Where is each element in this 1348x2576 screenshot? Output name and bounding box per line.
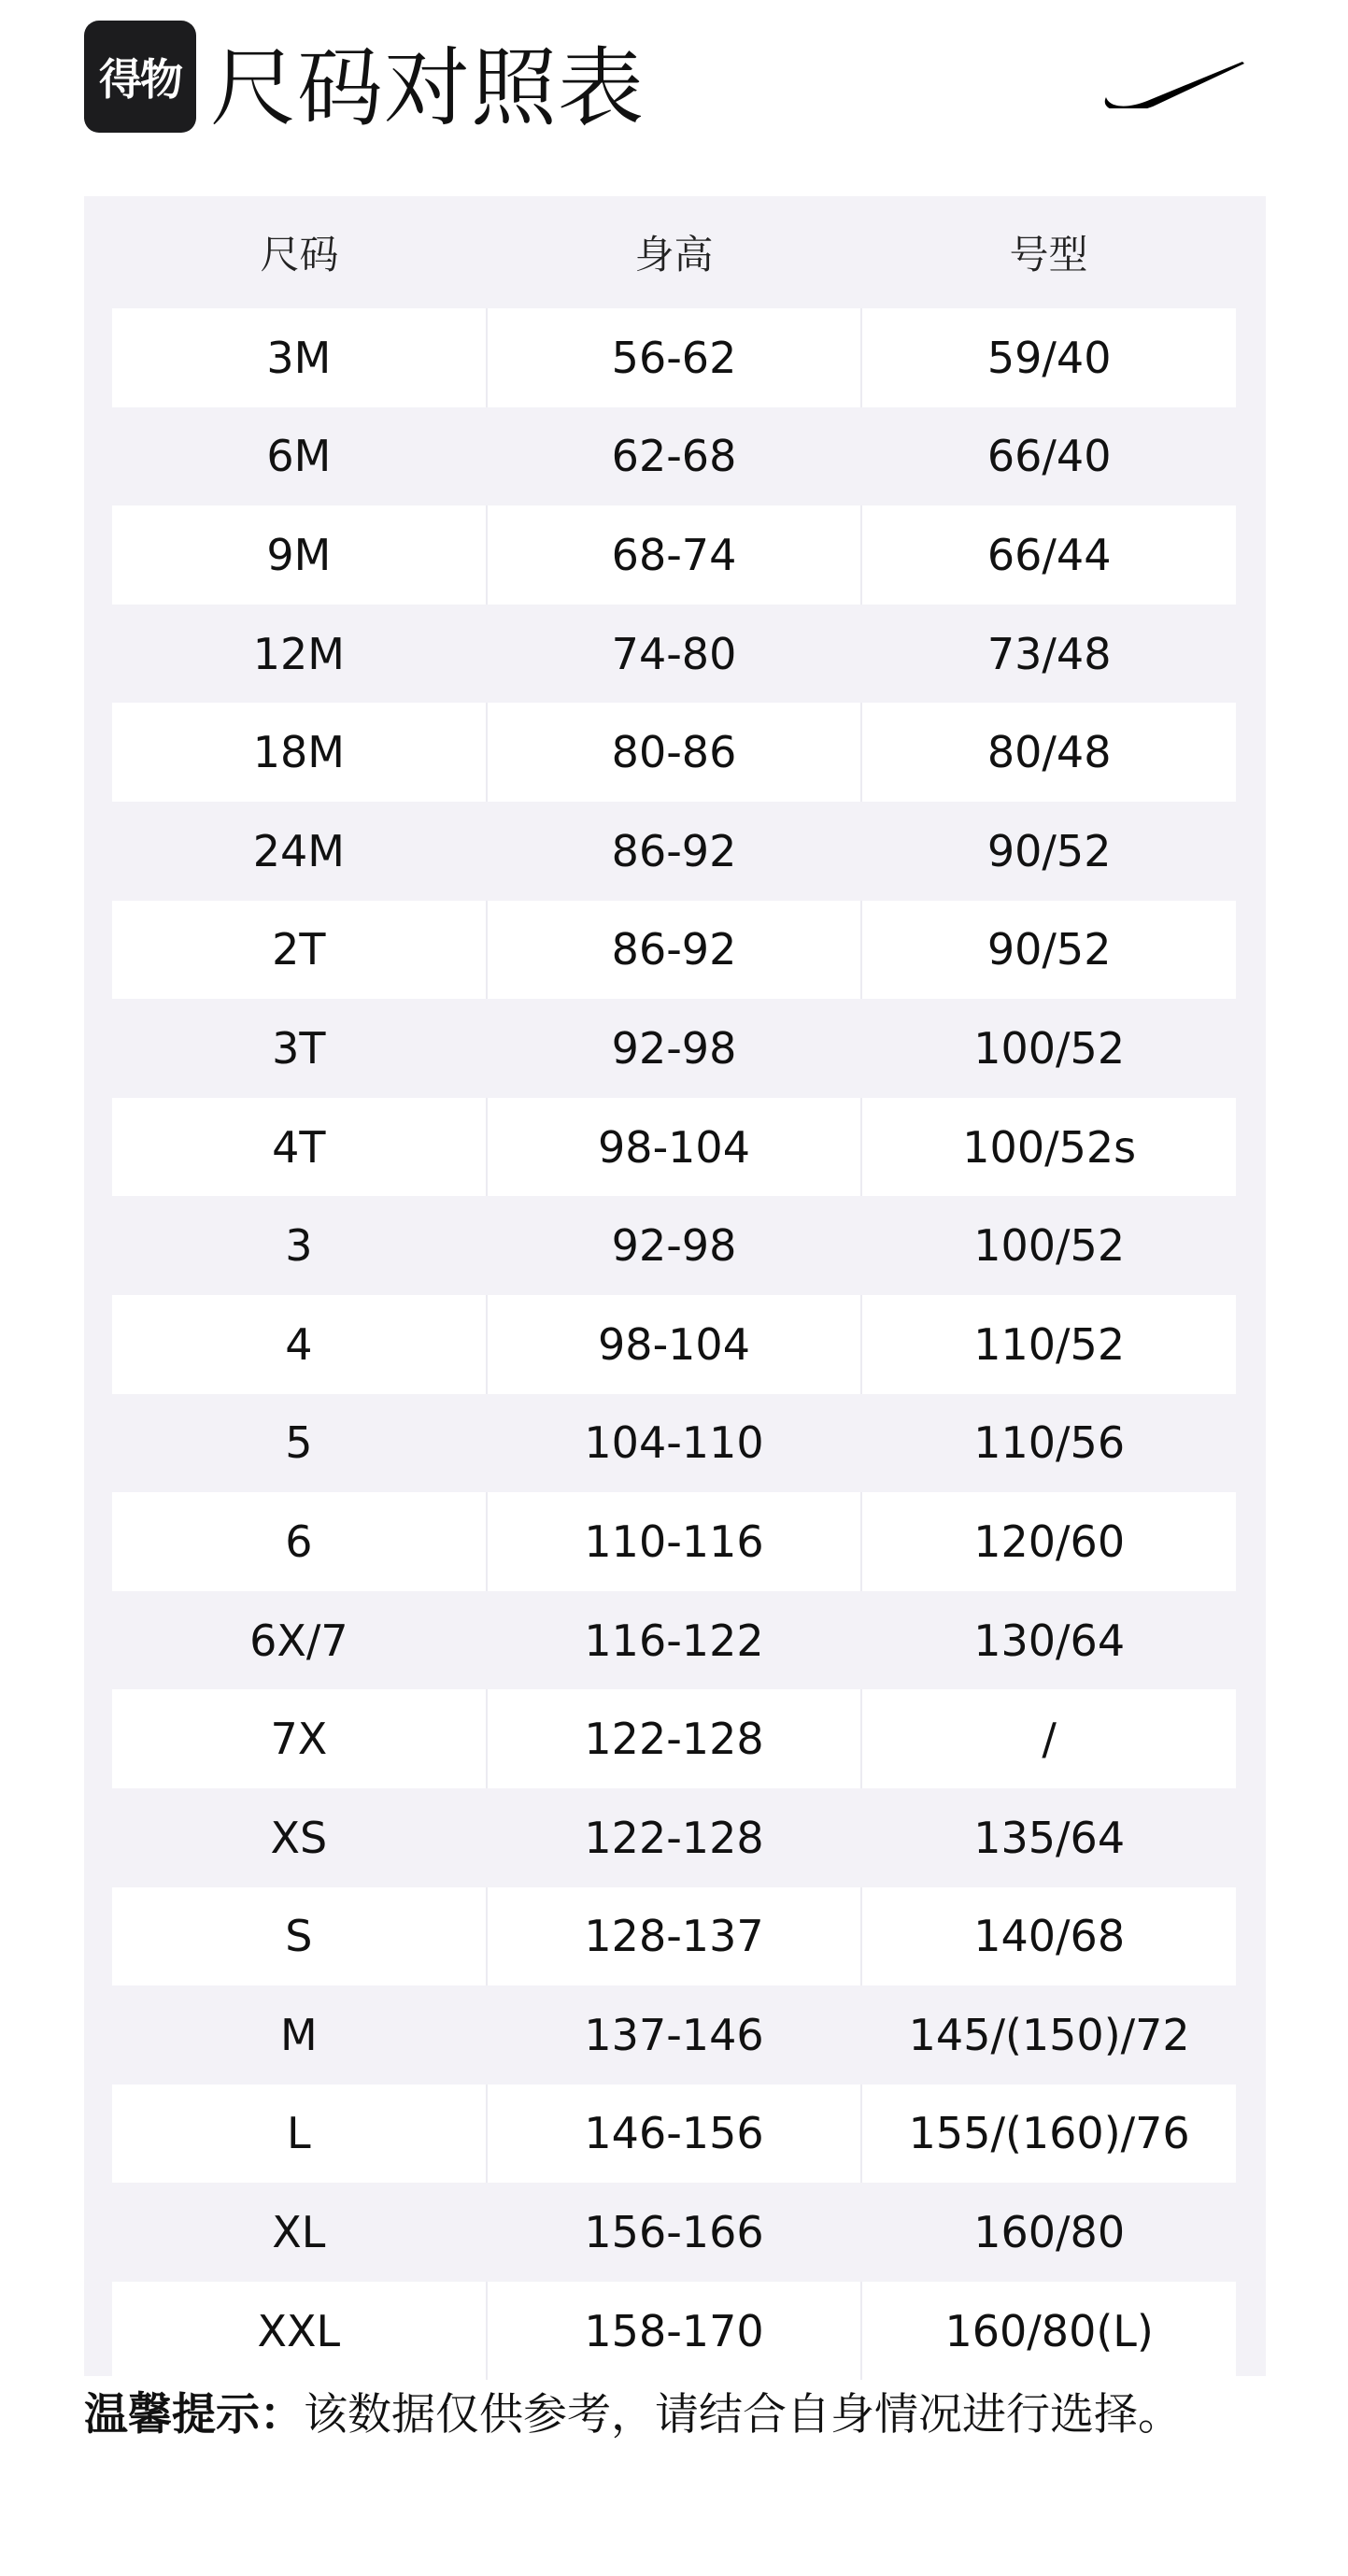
cell-model: 59/40: [986, 332, 1112, 383]
header: [0, 0, 1348, 196]
table-row: [112, 1788, 1236, 1887]
cell-model: 120/60: [973, 1516, 1126, 1567]
column-header-height: 身高: [634, 232, 714, 278]
cell-size: 24M: [252, 825, 345, 876]
cell-size: S: [112, 1887, 488, 1986]
table-row: [112, 308, 1236, 407]
table-row: [112, 2282, 1236, 2381]
table-row: [112, 1689, 1236, 1788]
cell-model: 135/64: [973, 1812, 1126, 1863]
cell-size: L: [112, 2085, 488, 2184]
cell-size: 7X: [112, 1689, 488, 1788]
table-row: [112, 1295, 1236, 1394]
cell-size: 12M: [252, 628, 345, 679]
table-row: [112, 1394, 1236, 1493]
cell-size: 3: [285, 1220, 313, 1272]
cell-size: 4T: [112, 1098, 488, 1197]
cell-height: 98-104: [488, 1295, 863, 1394]
page-title: 尺码对照表: [210, 38, 646, 138]
table-row: [112, 1985, 1236, 2085]
footer-note-label: 温馨提示：: [84, 2389, 304, 2441]
table-row: [112, 1098, 1236, 1197]
cell-height: 92-98: [611, 1022, 737, 1074]
cell-size: 4: [112, 1295, 488, 1394]
table-row: [112, 1492, 1236, 1591]
cell-height: 86-92: [488, 901, 863, 1000]
table-row: [112, 407, 1236, 506]
table-row: [112, 703, 1236, 802]
cell-height: 104-110: [584, 1417, 764, 1469]
cell-model: 130/64: [973, 1615, 1126, 1666]
cell-size: XXL: [112, 2282, 488, 2381]
cell-height: 137-146: [584, 2009, 764, 2060]
cell-model: 100/52: [973, 1022, 1126, 1074]
cell-height: 110-116: [488, 1492, 863, 1591]
table-row: [112, 1591, 1236, 1690]
table-header: [112, 196, 1236, 308]
cell-model: 100/52: [973, 1220, 1126, 1272]
cell-height: 56-62: [488, 308, 863, 407]
table-row: [112, 605, 1236, 704]
table-row: [112, 1887, 1236, 1986]
cell-height: 62-68: [611, 431, 737, 482]
table-row: [112, 505, 1236, 605]
table-row: [112, 1196, 1236, 1295]
cell-model: 100/52s: [962, 1121, 1137, 1173]
cell-size: 2T: [112, 901, 488, 1000]
column-header-model: 号型: [1009, 232, 1088, 278]
cell-height: 92-98: [611, 1220, 737, 1272]
cell-size: 9M: [112, 505, 488, 605]
column-header-size: 尺码: [260, 232, 339, 278]
cell-model: 160/80: [973, 2207, 1126, 2258]
table-row: [112, 2183, 1236, 2282]
cell-height: 68-74: [488, 505, 863, 605]
cell-size: M: [279, 2009, 318, 2060]
cell-model: /: [1042, 1714, 1057, 1765]
footer-note-text: 该数据仅供参考，请结合自身情况进行选择。: [304, 2389, 1182, 2441]
cell-model: 90/52: [986, 825, 1112, 876]
cell-size: 6: [112, 1492, 488, 1591]
nike-swoosh-icon: [1104, 52, 1244, 108]
cell-height: 116-122: [584, 1615, 764, 1666]
cell-height: 122-128: [488, 1689, 863, 1788]
cell-height: 128-137: [488, 1887, 863, 1986]
cell-model: 110/52: [973, 1318, 1126, 1370]
cell-model: 155/(160)/76: [908, 2108, 1190, 2159]
cell-model: 140/68: [973, 1911, 1126, 1962]
cell-size: XL: [272, 2207, 326, 2258]
table-row: [112, 901, 1236, 1000]
cell-model: 66/44: [986, 529, 1112, 580]
cell-size: XS: [270, 1812, 328, 1863]
cell-size: 6X/7: [249, 1615, 348, 1666]
table-row: [112, 999, 1236, 1098]
cell-model: 145/(150)/72: [908, 2009, 1190, 2060]
cell-height: 156-166: [584, 2207, 764, 2258]
footer-note: [84, 2387, 1182, 2443]
brand-logo: 得物: [84, 21, 196, 133]
table-row: [112, 802, 1236, 901]
cell-height: 98-104: [488, 1098, 863, 1197]
cell-height: 86-92: [611, 825, 737, 876]
cell-height: 158-170: [488, 2282, 863, 2381]
cell-size: 5: [285, 1417, 313, 1469]
cell-height: 122-128: [584, 1812, 764, 1863]
cell-model: 90/52: [986, 924, 1112, 975]
cell-size: 3M: [112, 308, 488, 407]
cell-height: 74-80: [611, 628, 737, 679]
cell-height: 80-86: [488, 703, 863, 802]
cell-size: 6M: [266, 431, 332, 482]
cell-size: 18M: [112, 703, 488, 802]
cell-height: 146-156: [488, 2085, 863, 2184]
table-row: [112, 2085, 1236, 2184]
size-table: [84, 196, 1266, 2376]
cell-model: 73/48: [986, 628, 1112, 679]
cell-size: 3T: [272, 1022, 326, 1074]
cell-model: 110/56: [973, 1417, 1126, 1469]
cell-model: 80/48: [986, 727, 1112, 778]
cell-model: 66/40: [986, 431, 1112, 482]
cell-model: 160/80(L): [944, 2305, 1154, 2356]
table-body: [112, 308, 1236, 2380]
